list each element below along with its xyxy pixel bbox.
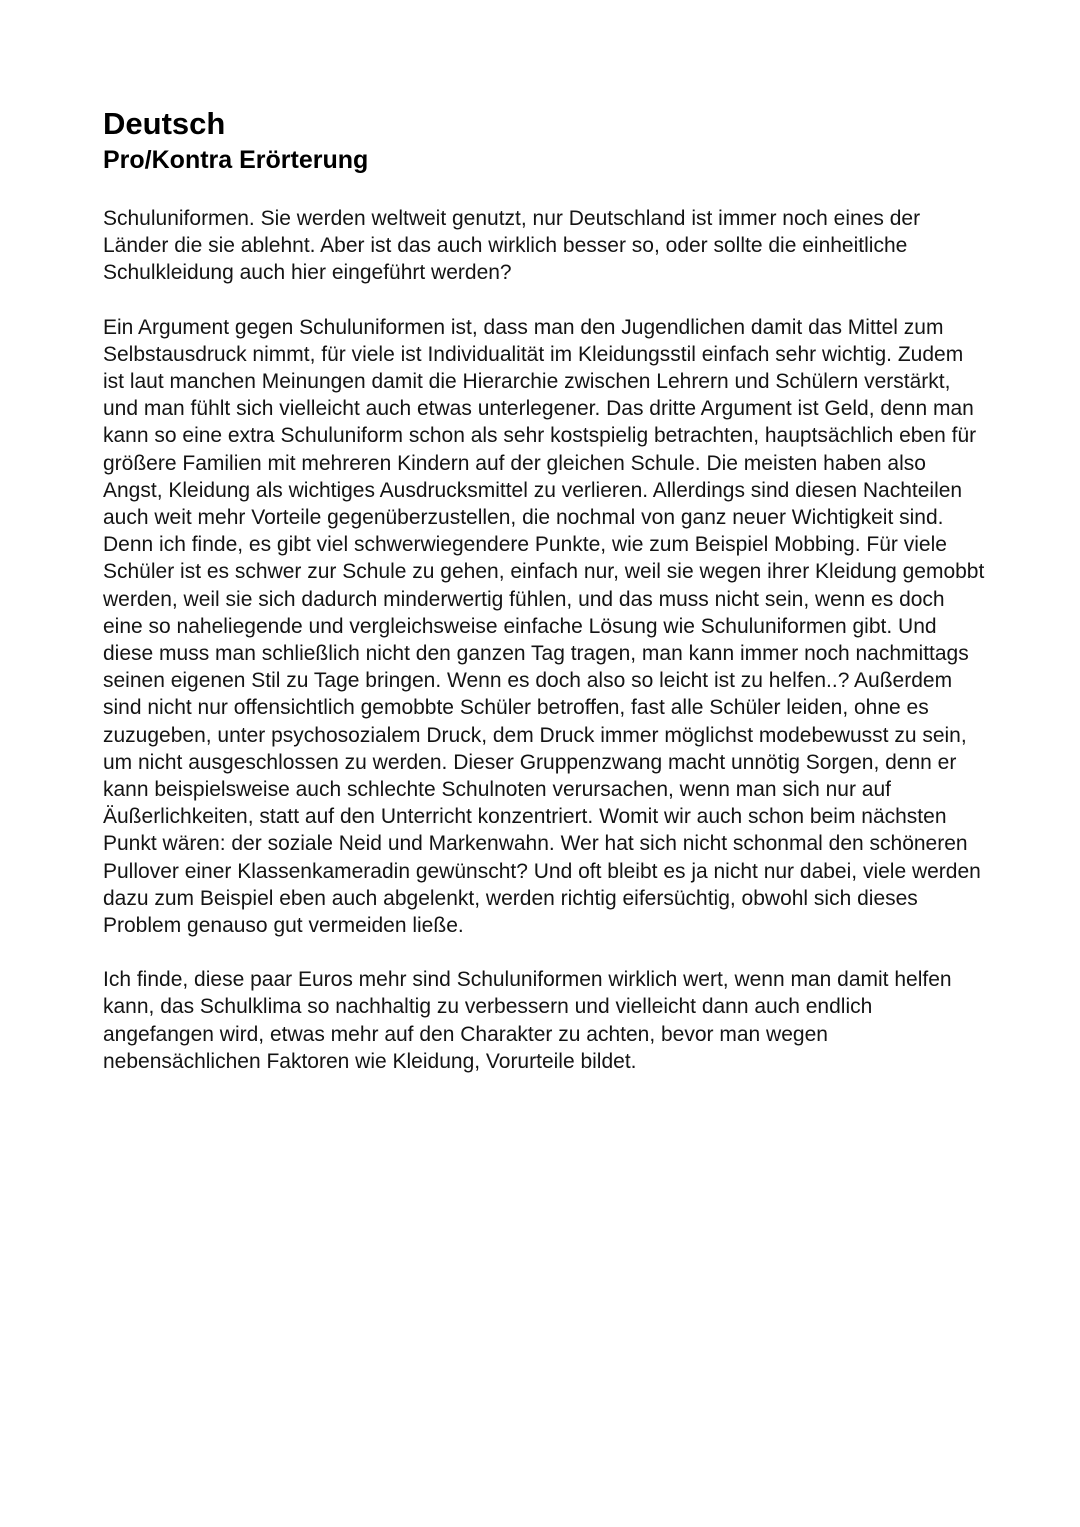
paragraph-main-argument: Ein Argument gegen Schuluniformen ist, dass man den Jugendlichen damit das Mittel zum Selbstausdruck nimmt, für viele ist Individualität im Kleidungsstil einfach sehr wichtig. Zudem ist laut manchen Meinungen damit die Hierarchie zwischen Lehrern und Schülern verstärkt, und man fühlt sich vielleicht auch etwas unterlegener. Das dritte Argument ist Geld, denn man kann so eine extra Schuluniform schon als sehr kostspielig betrachten, hauptsächlich eben für größere Familien mit mehreren Kindern auf der gleichen Schule. Die meisten haben also Angst, Kleidung als wichtiges Ausdrucksmittel zu verlieren. Allerdings sind diesen Nachteilen auch weit mehr Vorteile gegenüberzustellen, die nochmal von ganz neuer Wichtigkeit sind. Denn ich finde, es gibt viel schwerwiegendere Punkte, wie zum Beispiel Mobbing. Für viele Schüler ist es schwer zur Schule zu gehen, einfach nur, weil sie wegen ihrer Kleidung gemobbt werden, weil sie sich dadurch minderwertig fühlen, und das muss nicht sein, wenn es doch eine so naheliegende und vergleichsweise einfache Lösung wie Schuluniformen gibt. Und diese muss man schließlich nicht den ganzen Tag tragen, man kann immer noch nachmittags seinen eigenen Stil zu Tage bringen. Wenn es doch also so leicht ist zu helfen..? Außerdem sind nicht nur offensichtlich gemobbte Schüler betroffen, fast alle Schüler leiden, ohne es zuzugeben, unter psychosozialem Druck, dem Druck immer möglichst modebewusst zu sein, um nicht ausgeschlossen zu werden. Dieser Gruppenzwang macht unnötig Sorgen, denn er kann beispielsweise auch schlechte Schulnoten verursachen, wenn man sich nur auf Äußerlichkeiten, statt auf den Unterricht konzentriert. Womit wir auch schon beim nächsten Punkt wären: der soziale Neid und Markenwahn. Wer hat sich nicht schonmal den schöneren Pullover einer Klassenkameradin gewünscht? Und oft bleibt es ja nicht nur dabei, viele werden dazu zum Beispiel eben auch abgelenkt, werden richtig eifersüchtig, obwohl sich dieses Problem genauso gut vermeiden ließe.	[103, 315, 985, 938]
document-title: Pro/Kontra Erörterung	[103, 146, 369, 174]
paragraph-conclusion: Ich finde, diese paar Euros mehr sind Schuluniformen wirklich wert, wenn man damit helfen kann, das Schulklima so nachhaltig zu verbessern und vielleicht dann auch endlich angefangen wird, etwas mehr auf den Charakter zu achten, bevor man wegen nebensächlichen Faktoren wie Kleidung, Vorurteile bildet.	[103, 968, 952, 1073]
essay-body	[103, 205, 988, 1075]
document-content	[103, 105, 988, 1102]
paragraph-introduction: Schuluniformen. Sie werden weltweit genutzt, nur Deutschland ist immer noch eines der Länder die sie ablehnt. Aber ist das auch wirklich besser so, oder sollte die einheitliche Schulkleidung auch hier eingeführt werden?	[103, 207, 921, 285]
subject-heading: Deutsch	[103, 106, 226, 141]
